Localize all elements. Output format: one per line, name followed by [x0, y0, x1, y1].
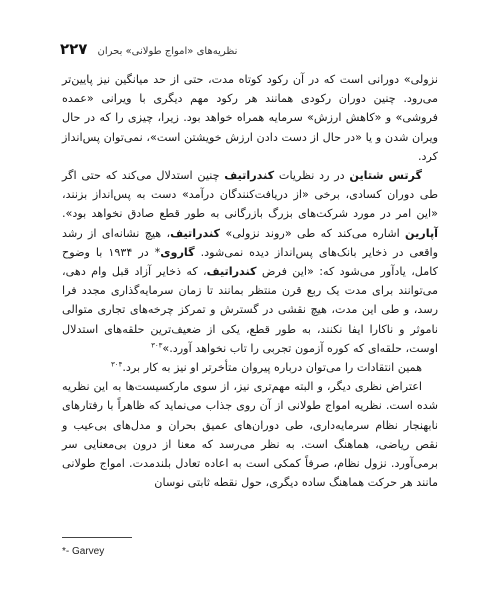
paragraph-3 [62, 358, 438, 377]
text-run: ، که ذخایر آزاد قبل وام دهی، می‌توانند برای مدت یک ربع قرن منتظر بمانند تا زمان سرمایه‌گذاری مجدد فرا رسد، و طی این مدت، هیچ نقشی در گسترش و تمرکز چرخه‌های تجاری متوالی ناموثر و ناکارا ایفا نکنند، به طور قطع، یکی از ضعیف‌ترین حلقه‌های استدلال اوست، حلقه‌ای که کوره آزمون تجربی را تاب نخواهد آورد.» [62, 265, 438, 355]
author-name: کندراتیف [224, 169, 275, 183]
page-number: ۲۲۷ [60, 40, 88, 58]
text-run: اعتراض نظری دیگر، و البته مهم‌تری نیز، از سوی مارکسیست‌ها به این نظریه شده است. نظریه امواج طولانی از آن روی جذاب می‌نماید که ظاهراً با رفتارهای نابهنجار نظام سرمایه‌داری، طی دوران‌های عمیق بحران و مدل‌های بی‌عیب و نقص ریاضی، هماهنگ است. به نظر می‌رسد که معنا از درون بی‌معنایی سر برمی‌آورد. نزول نظام، صرفاً کمکی است به اعاده تعادل بلندمدت. امواج طولانی مانند هر حرکت هماهنگ ساده دیگری، حول نقطه ثابتی نوسان [62, 380, 438, 490]
footnote-reference: ۳۰۳ [151, 341, 163, 350]
text-run: نزولی» دورانی است که در آن رکود کوتاه مدت، حتی از حد میانگین نیز پایین‌تر می‌رود. چنین دوران رکودی همانند هر رکود مهم دیگری با ویرانی «عمده فروشی» و «کاهش ارزش» سرمایه همراه خواهد بود. زیرا، چیزی را که در حال ویران شدن و یا «در حال از دست دادن ارزش خویشتن است»، نمی‌توان پس‌انداز کرد. [62, 73, 438, 163]
author-name: کندراتیف [170, 226, 221, 240]
author-name: گاروی [160, 245, 195, 259]
text-run: * در ۱۹۳۴ با وضوح کامل، یادآور می‌شود که: «این فرض [62, 245, 438, 279]
text-run: اشاره می‌کند که طی «روند نزولی» [220, 226, 406, 240]
author-name: گرتس شتاین [349, 169, 422, 183]
footnote: *- Garvey [62, 546, 105, 557]
paragraph-4 [62, 377, 438, 492]
author-name: آپارین [405, 226, 438, 240]
running-title: نظریه‌های «امواج طولانی» بحران [97, 46, 238, 57]
paragraph-1 [62, 70, 438, 166]
footnote-divider [62, 537, 132, 538]
paragraph-2 [62, 166, 438, 358]
text-run: همین انتقادات را می‌توان درباره پیروان متأخرتر او نیز به کار برد. [122, 361, 422, 375]
footnote-reference: ۳۰۴ [111, 360, 123, 369]
text-run: در رد نظریات [274, 169, 350, 183]
page-header [60, 40, 440, 58]
text-run: ، هیچ نشانه‌ای از رشد واقعی در ذخایر بانک‌های پس‌انداز دیده نمی‌شود. [62, 226, 438, 259]
text-run: چنین استدلال می‌کند که حتی اگر طی دوران کسادی، برخی «از دریافت‌کنندگان درآمد» دست به پس‌انداز بزنند، «این امر در مورد شرکت‌های بزرگ بازرگانی به طور قطع صادق نخواهد بود». [62, 169, 438, 221]
author-name: کندراتیف [206, 265, 257, 279]
body-text [62, 70, 438, 492]
